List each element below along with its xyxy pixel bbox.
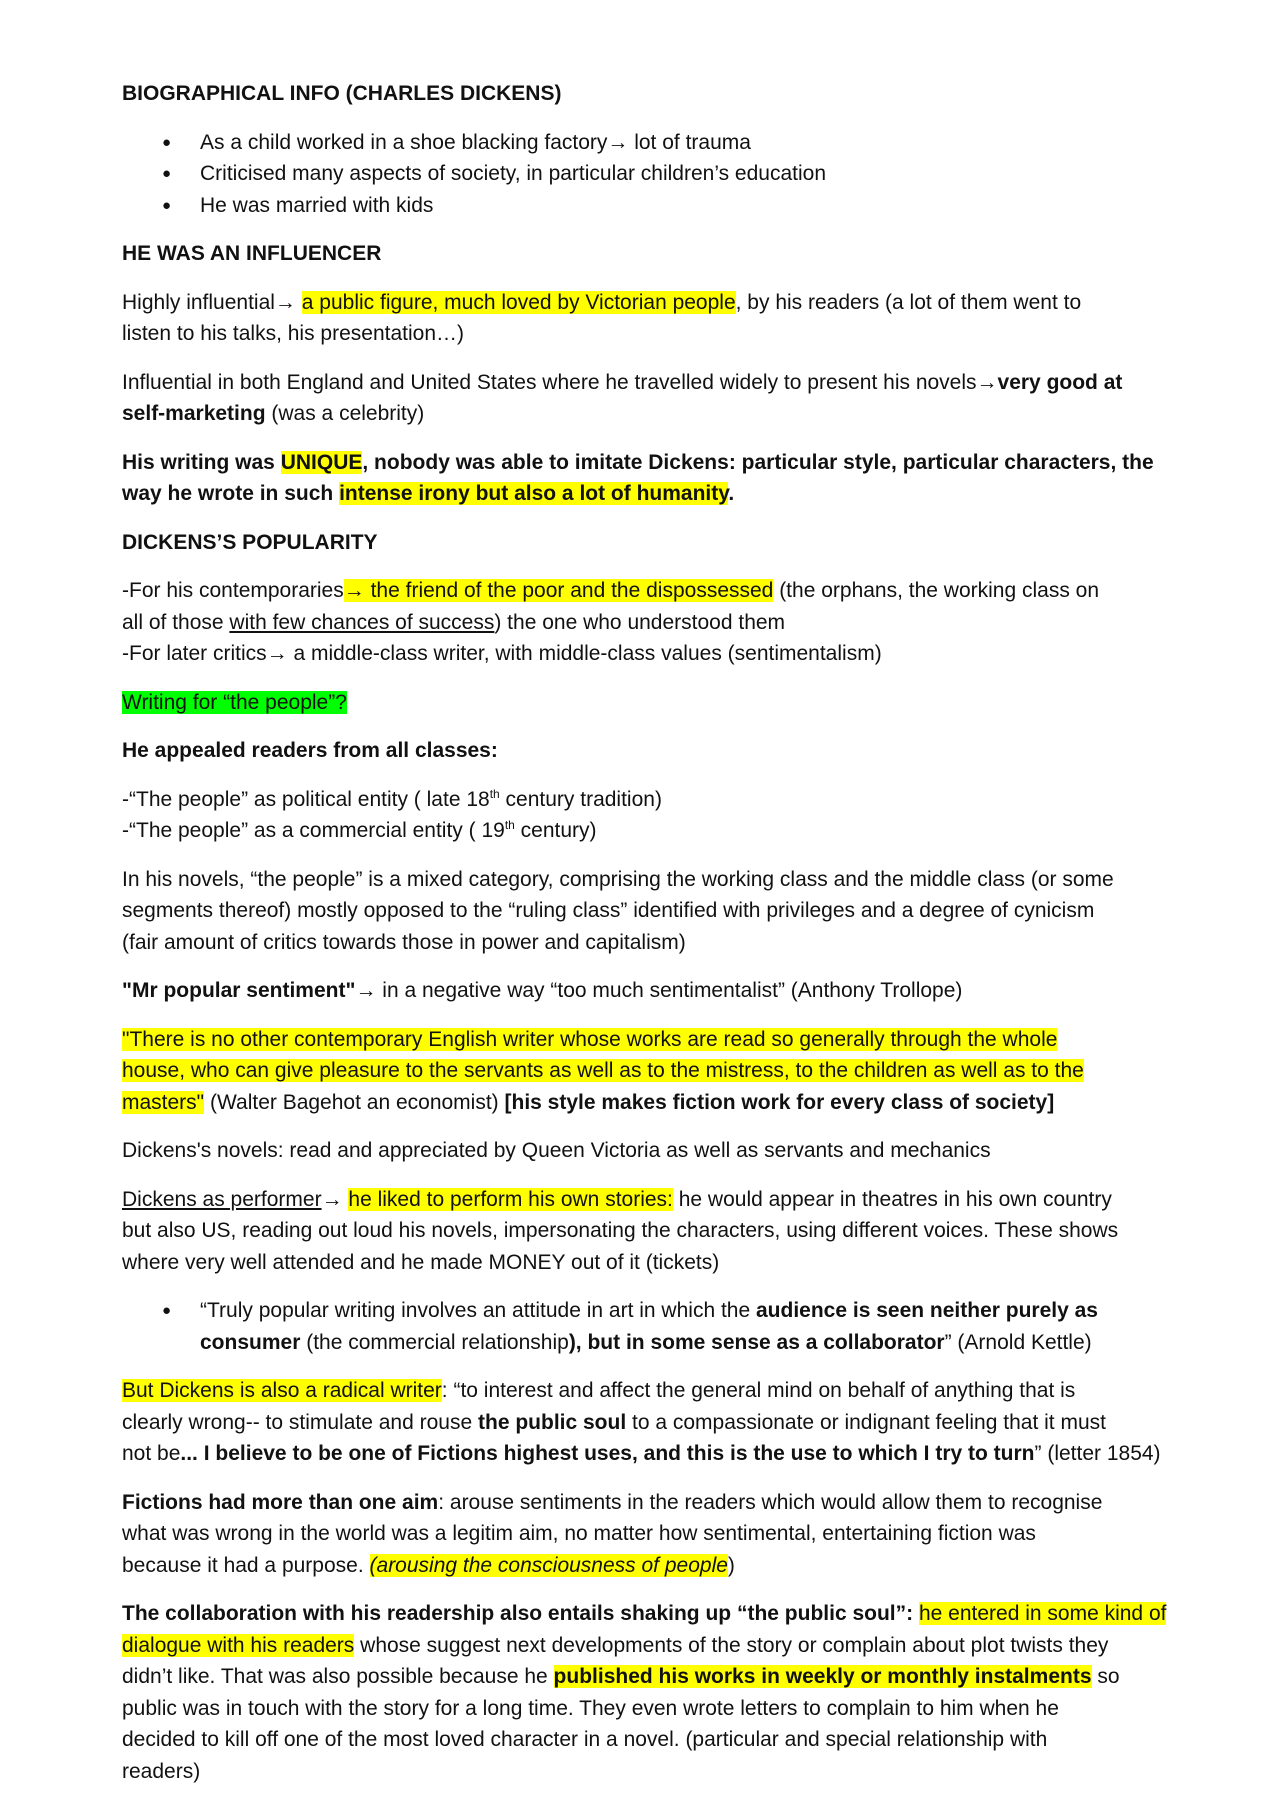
highlight: intense irony but also a lot of humanity: [339, 482, 729, 505]
list-item: ● As a child worked in a shoe blacking factory→ lot of trauma: [122, 127, 1170, 159]
bold-text: consumer: [200, 1330, 301, 1354]
underlined-text: Dickens as performer: [122, 1187, 322, 1211]
paragraph-radical-writer: [122, 1375, 1170, 1470]
paragraph-mixed-category: [122, 864, 1170, 959]
text: so: [1091, 1665, 1120, 1688]
text: because it had a purpose.: [122, 1553, 370, 1577]
bold-text: the public soul: [478, 1410, 627, 1434]
bold-text: very good at: [997, 370, 1123, 394]
text: century): [514, 819, 597, 842]
bold-text: "Mr popular sentiment": [122, 979, 356, 1002]
bold-text: audience is seen neither purely as: [756, 1299, 1098, 1322]
paragraph-bagehot-quote: [122, 1024, 1170, 1119]
text: way he wrote in such: [122, 482, 340, 505]
text: not be: [122, 1442, 181, 1465]
highlight: But Dickens is also a radical writer: [122, 1379, 442, 1402]
green-highlight: Writing for “the people”?: [122, 690, 347, 714]
highlight: he liked to perform his own stories:: [348, 1187, 673, 1211]
text: (fair amount of critics towards those in power and capitalism): [122, 930, 686, 954]
text: ” (letter 1854): [1034, 1442, 1161, 1465]
text: public was in touch with the story for a long time. They even wrote letters to complain to him when he: [122, 1696, 1059, 1720]
text: (the orphans, the working class on: [773, 579, 1100, 602]
text: didn’t like. That was also possible because he: [122, 1665, 554, 1688]
paragraph-influential-england-us: [122, 367, 1170, 430]
bold-text: [his style makes fiction work for every class of society]: [504, 1090, 1055, 1114]
text: : arouse sentiments in the readers which would allow them to recognise: [438, 1490, 1103, 1514]
superscript: th: [489, 786, 500, 801]
paragraph-the-people-entities: [122, 784, 1170, 847]
text: segments thereof) mostly opposed to the “ruling class” identified with privileges and a degree of cynicism: [122, 899, 1095, 922]
list-item: [122, 1295, 1170, 1358]
text: , nobody was able to imitate Dickens: particular style, particular characters, the: [362, 450, 1154, 474]
text: -For later critics→ a middle-class writer, with middle-class values (sentimentalism): [122, 642, 882, 665]
text: “Truly popular writing involves an attitude in art in which the: [200, 1299, 756, 1322]
list-item: ● He was married with kids: [122, 190, 1170, 222]
highlight: dialogue with his readers: [122, 1633, 355, 1657]
highlight: a public figure, much loved by Victorian people: [301, 290, 736, 314]
text: what was wrong in the world was a legitim aim, no matter how sentimental, entertaining fiction was: [122, 1522, 1036, 1545]
biography-bullet-list: [122, 127, 1170, 222]
text: clearly wrong-- to stimulate and rouse: [122, 1410, 478, 1434]
highlight: published his works in weekly or monthly instalments: [553, 1665, 1092, 1688]
green-heading-writing-for-people: [122, 687, 1170, 719]
bold-text: Fictions had more than one aim: [122, 1490, 439, 1514]
text: (was a celebrity): [265, 402, 425, 425]
text: Highly influential→: [122, 290, 302, 314]
bold-text: The collaboration with his readership also entails shaking up “the public soul”:: [122, 1602, 914, 1625]
highlight: he entered in some kind of: [918, 1602, 1167, 1625]
text: -“The people” as a commercial entity ( 19: [122, 819, 505, 842]
paragraph-mr-popular-sentiment: [122, 975, 1170, 1007]
highlight-italic: (arousing the consciousness of people: [369, 1553, 728, 1577]
text: ): [727, 1553, 735, 1577]
quote-bullet-list: [122, 1295, 1170, 1358]
text: listen to his talks, his presentation…): [122, 322, 464, 345]
text: Influential in both England and United States where he travelled widely to present his novels→: [122, 370, 998, 394]
underlined-text: with few chances of success: [229, 610, 495, 634]
text: ) the one who understood them: [494, 610, 786, 634]
text: : “to interest and affect the general mind on behalf of anything that is: [441, 1379, 1076, 1402]
text: all of those: [122, 610, 230, 634]
highlight: masters": [122, 1090, 205, 1114]
paragraph-dickens-performer: [122, 1184, 1170, 1279]
text: century tradition): [499, 787, 662, 811]
highlight: UNIQUE: [280, 450, 363, 474]
paragraph-contemporaries: [122, 575, 1170, 670]
heading-popularity: DICKENS’S POPULARITY: [122, 530, 378, 554]
text: he would appear in theatres in his own country: [672, 1187, 1112, 1211]
paragraph-collaboration: [122, 1598, 1170, 1787]
paragraph-queen-victoria: Dickens's novels: read and appreciated by Queen Victoria as well as servants and mechanics: [122, 1139, 991, 1162]
bold-text: self-marketing: [122, 402, 266, 425]
paragraph-appealed-readers: He appealed readers from all classes:: [122, 739, 498, 762]
text: but also US, reading out loud his novels, impersonating the characters, using different voices. These shows: [122, 1219, 1119, 1242]
text: -“The people” as political entity ( late 18: [122, 787, 490, 811]
text: His writing was: [122, 450, 281, 474]
paragraph-highly-influential: [122, 287, 1170, 350]
text: readers): [122, 1759, 201, 1783]
paragraph-fictions-aim: [122, 1487, 1170, 1582]
paragraph-unique-writing: [122, 447, 1170, 510]
highlight: → the friend of the poor and the dispossessed: [343, 579, 774, 602]
text: where very well attended and he made MONEY out of it (tickets): [122, 1250, 720, 1274]
heading-influencer: HE WAS AN INFLUENCER: [122, 242, 382, 265]
superscript: th: [504, 818, 515, 832]
text: whose suggest next developments of the story or complain about plot twists they: [354, 1633, 1109, 1657]
text: .: [728, 482, 735, 505]
text: , by his readers (a lot of them went to: [735, 290, 1082, 314]
bold-text: ), but in some sense as a collaborator: [568, 1330, 945, 1354]
text: → in a negative way “too much sentimentalist” (Anthony Trollope): [355, 979, 963, 1002]
list-item: ● Criticised many aspects of society, in particular children’s education: [122, 158, 1170, 190]
text: to a compassionate or indignant feeling that it must: [626, 1410, 1106, 1434]
text: (the commercial relationship: [300, 1330, 569, 1354]
text: (Walter Bagehot an economist): [204, 1090, 505, 1114]
highlight: house, who can give pleasure to the servants as well as to the mistress, to the children as well as to the: [122, 1059, 1084, 1082]
text: -For his contemporaries: [122, 579, 344, 602]
text: In his novels, “the people” is a mixed category, comprising the working class and the middle class (or some: [122, 867, 1114, 891]
text: ” (Arnold Kettle): [944, 1330, 1092, 1354]
text: decided to kill off one of the most loved character in a novel. (particular and special relationship with: [122, 1728, 1048, 1751]
heading-biographical-info: BIOGRAPHICAL INFO (CHARLES DICKENS): [122, 82, 562, 105]
highlight: "There is no other contemporary English writer whose works are read so generally through the whole: [122, 1027, 1058, 1051]
bold-text: ... I believe to be one of Fictions highest uses, and this is the use to which I try to turn: [180, 1442, 1035, 1465]
text: →: [321, 1187, 349, 1211]
